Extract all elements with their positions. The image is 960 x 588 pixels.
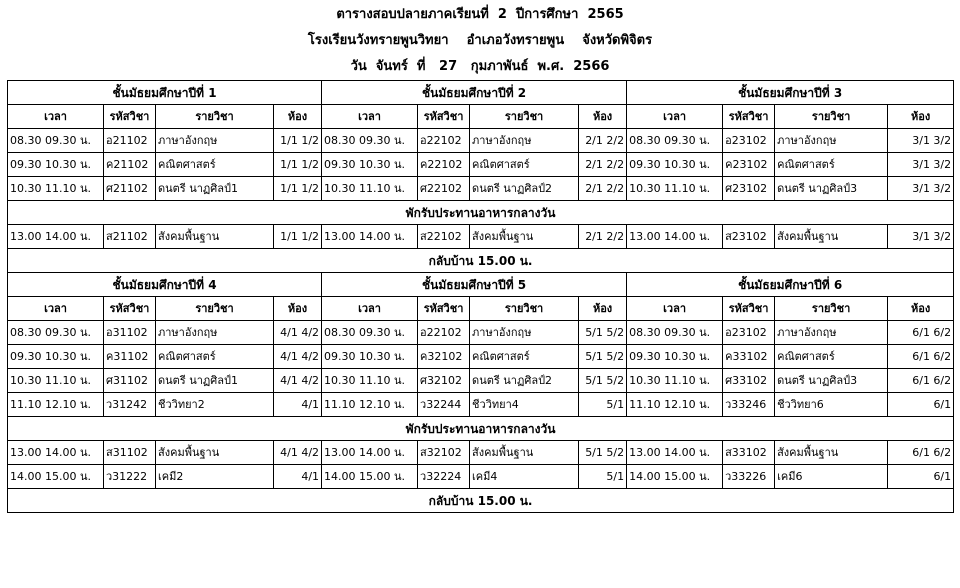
exam-room: 4/1 4/2 [274,345,322,369]
grade-header-row [8,81,954,105]
exam-time: 09.30 10.30 น. [627,153,723,177]
exam-room: 5/1 5/2 [579,441,627,465]
exam-room: 4/1 4/2 [274,321,322,345]
exam-room: 1/1 1/2 [274,225,322,249]
go-home-label: กลับบ้าน 15.00 น. [8,489,954,513]
subject-name: สังคมพื้นฐาน [470,441,579,465]
table-row [8,465,954,489]
school-line: โรงเรียนวังทรายพูนวิทยา อำเภอวังทรายพูน จังหวัดพิจิตร [307,33,653,48]
exam-room: 6/1 6/2 [888,441,954,465]
exam-room: 3/1 3/2 [888,153,954,177]
exam-room: 6/1 6/2 [888,369,954,393]
subject-name: คณิตศาสตร์ [775,345,888,369]
grade-header: ชั้นมัธยมศึกษาปีที่ 2 [322,81,627,105]
subject-name: สังคมพื้นฐาน [156,441,274,465]
exam-room: 2/1 2/2 [579,129,627,153]
go-home-row [8,249,954,273]
subject-name: ภาษาอังกฤษ [470,129,579,153]
col-header-code: รหัสวิชา [104,297,156,321]
subject-name: ภาษาอังกฤษ [775,129,888,153]
grade-header: ชั้นมัธยมศึกษาปีที่ 3 [627,81,954,105]
table-row [8,177,954,201]
col-header-subject: รายวิชา [470,297,579,321]
exam-time: 10.30 11.10 น. [8,177,104,201]
table-row [8,225,954,249]
exam-time: 08.30 09.30 น. [8,321,104,345]
grade-header: ชั้นมัธยมศึกษาปีที่ 1 [8,81,322,105]
col-header-room: ห้อง [579,105,627,129]
subject-code: ศ32102 [418,369,470,393]
subject-name: สังคมพื้นฐาน [775,441,888,465]
exam-time: 10.30 11.10 น. [8,369,104,393]
exam-room: 5/1 5/2 [579,345,627,369]
col-header-time: เวลา [627,297,723,321]
schedule-table-body [8,81,954,513]
exam-room: 5/1 [579,393,627,417]
col-header-code: รหัสวิชา [418,297,470,321]
grade-header: ชั้นมัธยมศึกษาปีที่ 5 [322,273,627,297]
subject-code: อ23102 [723,129,775,153]
exam-time: 09.30 10.30 น. [627,345,723,369]
exam-room: 3/1 3/2 [888,225,954,249]
subject-name: ดนตรี นาฏศิลป์1 [156,369,274,393]
col-header-time: เวลา [627,105,723,129]
table-row [8,369,954,393]
exam-time: 09.30 10.30 น. [322,153,418,177]
col-header-room: ห้อง [274,105,322,129]
subject-code: ศ21102 [104,177,156,201]
subject-code: ค22102 [418,153,470,177]
subject-name: ภาษาอังกฤษ [775,321,888,345]
exam-room: 4/1 4/2 [274,369,322,393]
subject-code: ศ31102 [104,369,156,393]
exam-room: 2/1 2/2 [579,153,627,177]
col-header-subject: รายวิชา [775,105,888,129]
subject-code: ว32244 [418,393,470,417]
col-header-code: รหัสวิชา [723,105,775,129]
exam-room: 4/1 [274,393,322,417]
subject-name: สังคมพื้นฐาน [470,225,579,249]
exam-time: 08.30 09.30 น. [627,129,723,153]
exam-time: 14.00 15.00 น. [627,465,723,489]
col-header-subject: รายวิชา [470,105,579,129]
subject-name: คณิตศาสตร์ [470,153,579,177]
col-header-room: ห้อง [579,297,627,321]
exam-room: 5/1 [579,465,627,489]
exam-time: 09.30 10.30 น. [322,345,418,369]
exam-time: 08.30 09.30 น. [322,129,418,153]
exam-room: 5/1 5/2 [579,369,627,393]
table-row [8,441,954,465]
subject-code: ส22102 [418,225,470,249]
go-home-label: กลับบ้าน 15.00 น. [8,249,954,273]
lunch-break-label: พักรับประทานอาหารกลางวัน [8,417,954,441]
col-header-time: เวลา [322,105,418,129]
exam-time: 13.00 14.00 น. [322,441,418,465]
col-header-time: เวลา [322,297,418,321]
subject-name: ดนตรี นาฏศิลป์2 [470,177,579,201]
subject-code: ค21102 [104,153,156,177]
subject-code: ว31222 [104,465,156,489]
subject-name: ภาษาอังกฤษ [156,129,274,153]
subject-code: อ31102 [104,321,156,345]
subject-code: ค33102 [723,345,775,369]
grade-header: ชั้นมัธยมศึกษาปีที่ 6 [627,273,954,297]
exam-room: 6/1 [888,465,954,489]
subject-code: ว33246 [723,393,775,417]
exam-time: 09.30 10.30 น. [8,345,104,369]
table-row [8,393,954,417]
subject-name: ชีววิทยา6 [775,393,888,417]
exam-time: 10.30 11.10 น. [322,177,418,201]
exam-time: 08.30 09.30 น. [322,321,418,345]
exam-room: 1/1 1/2 [274,177,322,201]
lunch-row [8,201,954,225]
subject-name: ชีววิทยา4 [470,393,579,417]
go-home-row [8,489,954,513]
subject-name: เคมี6 [775,465,888,489]
exam-time: 13.00 14.00 น. [322,225,418,249]
subject-code: ส33102 [723,441,775,465]
column-header-row [8,297,954,321]
subject-name: คณิตศาสตร์ [156,345,274,369]
schedule-table [7,80,954,513]
subject-code: ส32102 [418,441,470,465]
subject-name: คณิตศาสตร์ [156,153,274,177]
subject-code: อ22102 [418,129,470,153]
exam-time: 14.00 15.00 น. [8,465,104,489]
exam-time: 13.00 14.00 น. [627,225,723,249]
col-header-subject: รายวิชา [775,297,888,321]
subject-name: ชีววิทยา2 [156,393,274,417]
subject-name: สังคมพื้นฐาน [775,225,888,249]
date-line: วัน จันทร์ ที่ 27 กุมภาพันธ์ พ.ศ. 2566 [350,59,610,74]
exam-room: 3/1 3/2 [888,177,954,201]
col-header-code: รหัสวิชา [418,105,470,129]
grade-header-row [8,273,954,297]
exam-time: 11.10 12.10 น. [322,393,418,417]
exam-room: 1/1 1/2 [274,153,322,177]
exam-time: 13.00 14.00 น. [8,225,104,249]
grade-header: ชั้นมัธยมศึกษาปีที่ 4 [8,273,322,297]
exam-room: 6/1 [888,393,954,417]
subject-name: เคมี2 [156,465,274,489]
subject-code: ค23102 [723,153,775,177]
subject-name: ภาษาอังกฤษ [156,321,274,345]
col-header-time: เวลา [8,105,104,129]
exam-time: 13.00 14.00 น. [8,441,104,465]
exam-time: 14.00 15.00 น. [322,465,418,489]
subject-name: ดนตรี นาฏศิลป์1 [156,177,274,201]
exam-time: 13.00 14.00 น. [627,441,723,465]
exam-room: 4/1 4/2 [274,441,322,465]
subject-code: ศ23102 [723,177,775,201]
subject-code: อ21102 [104,129,156,153]
exam-time: 09.30 10.30 น. [8,153,104,177]
schedule-title: ตารางสอบปลายภาคเรียนที่ 2 ปีการศึกษา 2565 [336,7,624,22]
exam-time: 10.30 11.10 น. [627,369,723,393]
subject-name: คณิตศาสตร์ [775,153,888,177]
subject-code: ศ22102 [418,177,470,201]
subject-code: ว31242 [104,393,156,417]
exam-room: 5/1 5/2 [579,321,627,345]
subject-code: อ22102 [418,321,470,345]
exam-room: 2/1 2/2 [579,177,627,201]
subject-code: ค31102 [104,345,156,369]
col-header-room: ห้อง [888,105,954,129]
table-row [8,345,954,369]
col-header-room: ห้อง [888,297,954,321]
exam-room: 6/1 6/2 [888,345,954,369]
column-header-row [8,105,954,129]
subject-name: ดนตรี นาฏศิลป์3 [775,177,888,201]
table-row [8,321,954,345]
subject-code: ส21102 [104,225,156,249]
subject-code: ว33226 [723,465,775,489]
exam-time: 10.30 11.10 น. [322,369,418,393]
exam-room: 3/1 3/2 [888,129,954,153]
table-row [8,129,954,153]
subject-name: ดนตรี นาฏศิลป์2 [470,369,579,393]
exam-room: 2/1 2/2 [579,225,627,249]
col-header-code: รหัสวิชา [104,105,156,129]
exam-room: 6/1 6/2 [888,321,954,345]
subject-code: อ23102 [723,321,775,345]
subject-name: ดนตรี นาฏศิลป์3 [775,369,888,393]
lunch-row [8,417,954,441]
subject-name: สังคมพื้นฐาน [156,225,274,249]
exam-room: 1/1 1/2 [274,129,322,153]
exam-time: 10.30 11.10 น. [627,177,723,201]
lunch-break-label: พักรับประทานอาหารกลางวัน [8,201,954,225]
col-header-room: ห้อง [274,297,322,321]
subject-name: เคมี4 [470,465,579,489]
subject-code: ศ33102 [723,369,775,393]
subject-code: ส23102 [723,225,775,249]
col-header-code: รหัสวิชา [723,297,775,321]
subject-code: ส31102 [104,441,156,465]
subject-code: ค32102 [418,345,470,369]
exam-time: 08.30 09.30 น. [8,129,104,153]
col-header-subject: รายวิชา [156,297,274,321]
subject-code: ว32224 [418,465,470,489]
exam-time: 08.30 09.30 น. [627,321,723,345]
exam-time: 11.10 12.10 น. [8,393,104,417]
col-header-subject: รายวิชา [156,105,274,129]
exam-room: 4/1 [274,465,322,489]
subject-name: คณิตศาสตร์ [470,345,579,369]
exam-time: 11.10 12.10 น. [627,393,723,417]
subject-name: ภาษาอังกฤษ [470,321,579,345]
col-header-time: เวลา [8,297,104,321]
table-row [8,153,954,177]
